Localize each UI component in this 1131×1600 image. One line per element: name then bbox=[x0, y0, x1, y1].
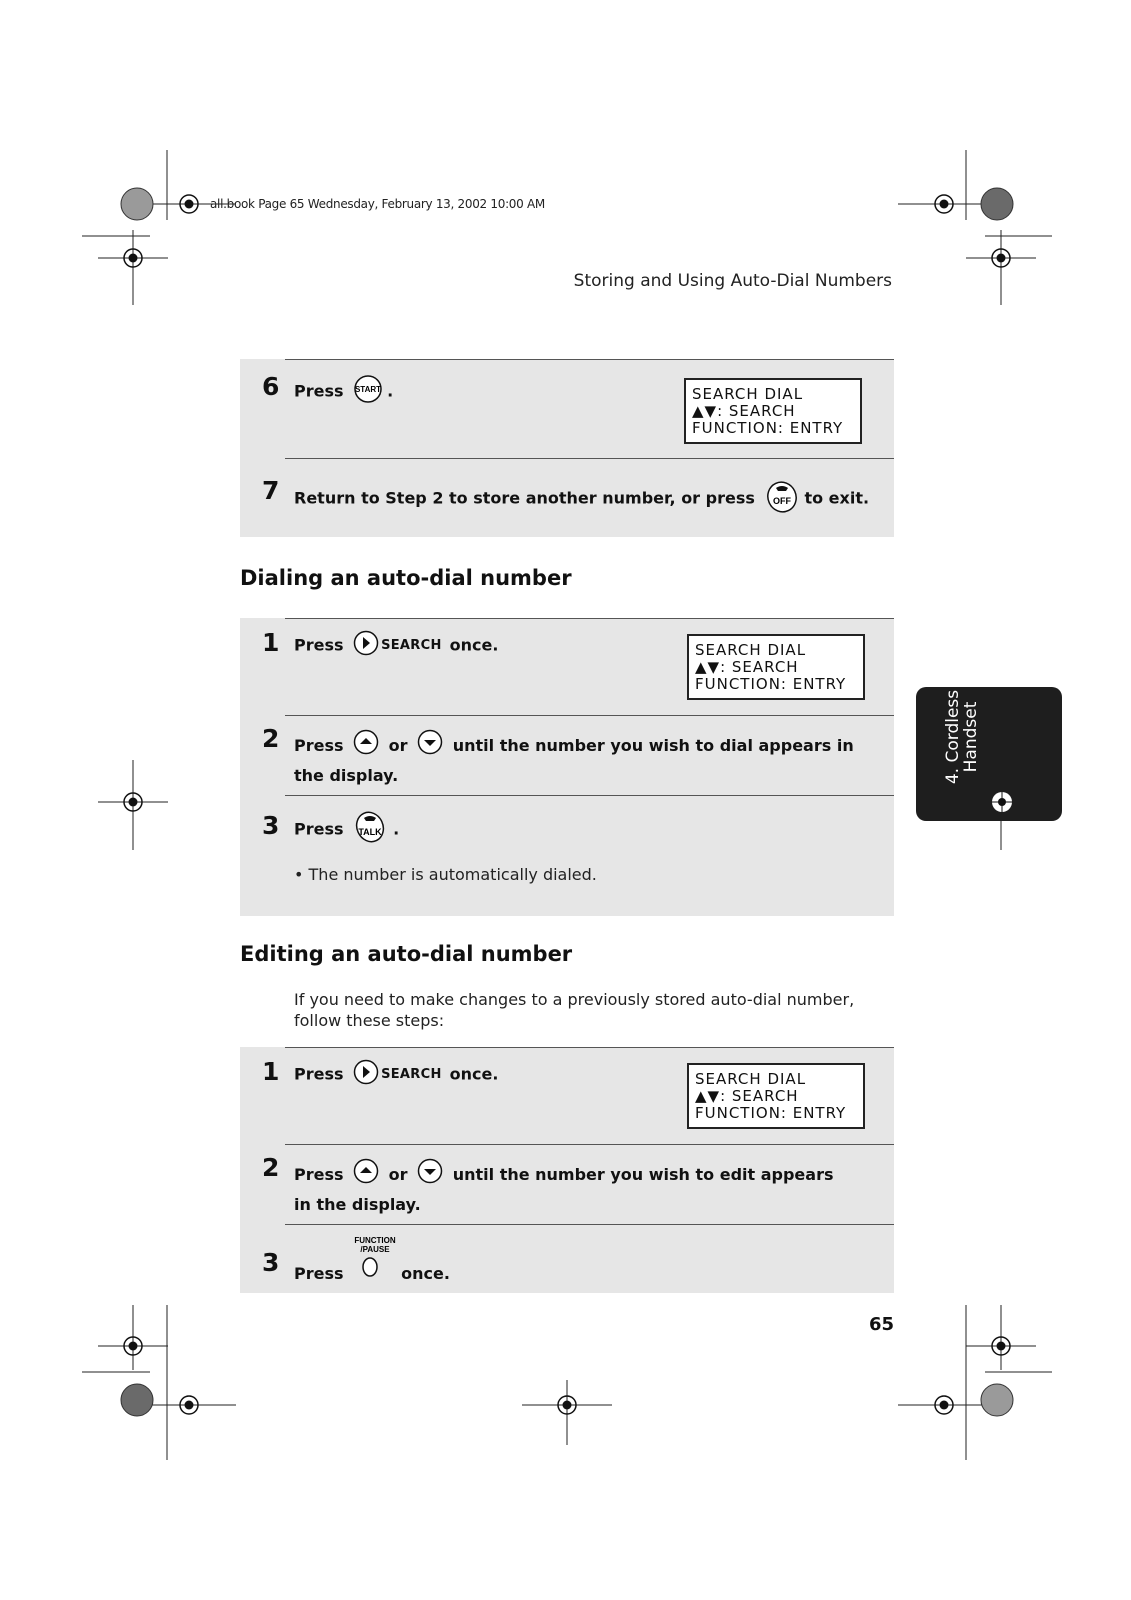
search-right-key-icon bbox=[353, 630, 379, 660]
lcd-line-2: ▲▼: SEARCH bbox=[695, 658, 799, 676]
printer-slug-line: all.book Page 65 Wednesday, February 13, 2002 10:00 AM bbox=[210, 197, 545, 211]
step-text bbox=[294, 809, 399, 849]
step-end: once. bbox=[449, 1064, 499, 1084]
step-text bbox=[294, 478, 869, 518]
start-key-label: START bbox=[355, 385, 382, 394]
bullet-dot: • bbox=[294, 865, 304, 884]
chapter-tab bbox=[916, 687, 1062, 821]
bullet-note bbox=[294, 865, 597, 884]
step-number: 3 bbox=[262, 811, 280, 840]
talk-key-icon bbox=[353, 809, 389, 849]
step-number: 1 bbox=[262, 628, 280, 657]
divider bbox=[285, 1224, 894, 1225]
running-header: Storing and Using Auto-Dial Numbers bbox=[573, 271, 892, 291]
or-word: or bbox=[388, 736, 408, 755]
step-text bbox=[294, 1235, 450, 1283]
divider bbox=[285, 458, 894, 459]
down-arrow-key-icon bbox=[417, 1158, 443, 1191]
lcd-line-2: ▲▼: SEARCH bbox=[692, 402, 796, 420]
search-key-label: SEARCH bbox=[381, 1066, 442, 1082]
divider bbox=[285, 1144, 894, 1145]
section-heading-editing: Editing an auto-dial number bbox=[240, 942, 573, 966]
step-number: 7 bbox=[262, 476, 280, 505]
step-end: . bbox=[387, 381, 394, 401]
off-key-icon bbox=[764, 478, 800, 518]
step-number: 1 bbox=[262, 1057, 280, 1086]
step-press-label: Press bbox=[294, 1064, 344, 1084]
intro-paragraph: If you need to make changes to a previously stored auto-dial number, follow these steps: bbox=[294, 990, 855, 1030]
function-pause-key-icon bbox=[353, 1235, 397, 1283]
lcd-display bbox=[684, 378, 862, 444]
step-press-label: Press bbox=[294, 635, 344, 655]
step-press-label: Press bbox=[294, 1165, 344, 1184]
divider bbox=[285, 359, 894, 360]
page-number: 65 bbox=[868, 1314, 894, 1335]
step-number: 6 bbox=[262, 372, 280, 401]
step-press-label: Press bbox=[294, 819, 344, 839]
lcd-line-3: FUNCTION: ENTRY bbox=[695, 675, 847, 693]
step-end: to exit. bbox=[804, 488, 870, 508]
chapter-tab-label bbox=[944, 689, 980, 785]
step-text bbox=[294, 1158, 854, 1217]
off-key-label: OFF bbox=[773, 496, 792, 506]
divider bbox=[285, 715, 894, 716]
step-end: . bbox=[393, 819, 400, 839]
divider bbox=[285, 1047, 894, 1048]
step-text bbox=[294, 1059, 498, 1089]
step-end: once. bbox=[401, 1263, 450, 1283]
step-end: once. bbox=[449, 635, 499, 655]
chapter-tab-line-2: Handset bbox=[961, 701, 981, 773]
search-key-label: SEARCH bbox=[381, 637, 442, 653]
down-arrow-key-icon bbox=[417, 729, 443, 762]
step-number: 2 bbox=[262, 1153, 280, 1182]
step-instruction: Return to Step 2 to store another number, or press bbox=[294, 488, 755, 508]
step-text bbox=[294, 630, 498, 660]
up-arrow-key-icon bbox=[353, 729, 379, 762]
or-word: or bbox=[388, 1165, 408, 1184]
up-arrow-key-icon bbox=[353, 1158, 379, 1191]
lcd-line-3: FUNCTION: ENTRY bbox=[692, 419, 844, 437]
step-press-label: Press bbox=[294, 381, 344, 401]
start-key-icon bbox=[353, 374, 383, 408]
divider bbox=[285, 618, 894, 619]
step-number: 3 bbox=[262, 1248, 280, 1277]
step-number: 2 bbox=[262, 724, 280, 753]
search-right-key-icon bbox=[353, 1059, 379, 1089]
talk-key-label: TALK bbox=[358, 827, 382, 837]
dialing-steps-panel bbox=[240, 618, 894, 916]
pause-key-label: /PAUSE bbox=[360, 1245, 390, 1254]
section-heading-dialing: Dialing an auto-dial number bbox=[240, 566, 572, 590]
lcd-line-2: ▲▼: SEARCH bbox=[695, 1087, 799, 1105]
bullet-text: The number is automatically dialed. bbox=[308, 865, 597, 884]
function-key-label: FUNCTION bbox=[354, 1236, 396, 1245]
divider bbox=[285, 795, 894, 796]
storing-steps-panel bbox=[240, 359, 894, 537]
lcd-line-3: FUNCTION: ENTRY bbox=[695, 1104, 847, 1122]
chapter-tab-line-1: 4. Cordless bbox=[943, 689, 963, 785]
step-instruction: until the number you wish to dial appears in the display. bbox=[294, 736, 854, 785]
step-press-label: Press bbox=[294, 1263, 344, 1283]
step-text bbox=[294, 374, 393, 408]
step-press-label: Press bbox=[294, 736, 344, 755]
lcd-display bbox=[687, 634, 865, 700]
lcd-line-1: SEARCH DIAL bbox=[695, 1070, 807, 1088]
step-instruction: until the number you wish to edit appears in the display. bbox=[294, 1165, 834, 1214]
lcd-display bbox=[687, 1063, 865, 1129]
step-text bbox=[294, 729, 854, 788]
lcd-line-1: SEARCH DIAL bbox=[692, 385, 804, 403]
lcd-line-1: SEARCH DIAL bbox=[695, 641, 807, 659]
tab-target-icon bbox=[990, 790, 1014, 814]
editing-steps-panel bbox=[240, 1047, 894, 1293]
